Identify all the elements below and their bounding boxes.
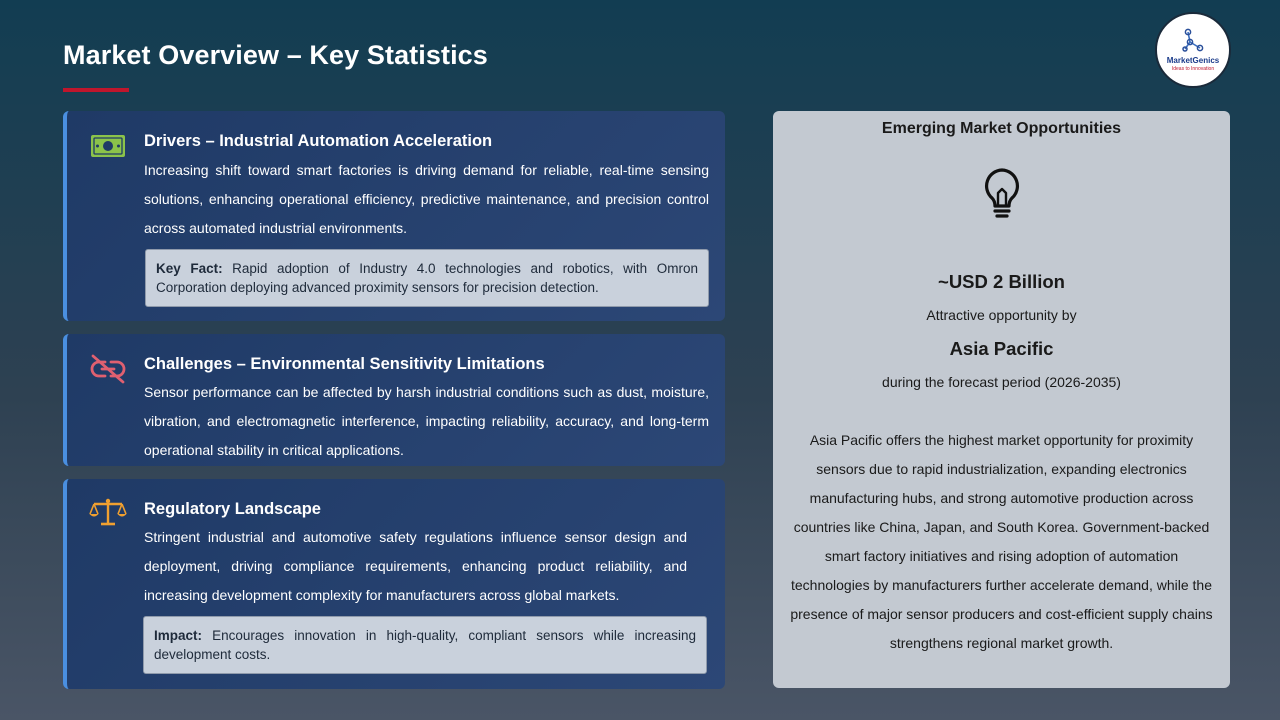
challenges-body: Sensor performance can be affected by harsh industrial conditions such as dust, moisture, vibration, and electromagnetic interference, impacting reliability, accuracy, and long-term operational stability in critical applications. (144, 384, 709, 458)
drivers-heading: Drivers – Industrial Automation Acceleration (144, 132, 493, 150)
network-logo-icon (1180, 28, 1206, 54)
page-title: Market Overview – Key Statistics (63, 40, 488, 70)
impact-callout (143, 616, 707, 674)
opportunity-description: Asia Pacific offers the highest market opportunity for proximity sensors due to rapid industrialization, expanding electronics manufacturing hubs, and strong automotive production across countries like China, Japan, and South Korea. Government-backed smart factory initiatives and rising adoption of automation technologies by manufacturers further accelerate demand, while the presence of major sensor producers and cost-efficient supply chains strengthens regional market growth. (790, 432, 1213, 651)
opportunity-value: ~USD 2 Billion (938, 271, 1065, 292)
lightbulb-icon (979, 167, 1025, 221)
opportunity-panel (773, 111, 1230, 688)
drivers-card (63, 111, 725, 321)
balance-scale-icon (89, 497, 127, 527)
logo-tagline: Ideas to Innovation (1171, 66, 1215, 72)
broken-link-icon (89, 354, 127, 384)
regulatory-card (63, 479, 725, 689)
logo-name: MarketGenics (1166, 56, 1220, 65)
opportunity-region: Asia Pacific (949, 338, 1054, 359)
opportunity-lead-text: Attractive opportunity by (926, 307, 1077, 323)
key-fact-text: Rapid adoption of Industry 4.0 technologies and robotics, with Omron Corporation deploying advanced proximity sensors for precision detection. (156, 261, 698, 295)
regulatory-heading: Regulatory Landscape (144, 500, 321, 518)
key-fact-callout (145, 249, 709, 307)
opportunity-title: Emerging Market Opportunities (881, 120, 1122, 137)
impact-text: Encourages innovation in high-quality, compliant sensors while increasing development costs. (154, 628, 696, 662)
money-bill-icon (89, 131, 127, 161)
challenges-card (63, 334, 725, 466)
key-fact-label: Key Fact: (156, 261, 223, 276)
drivers-body: Increasing shift toward smart factories is driving demand for reliable, real-time sensing solutions, enhancing operational efficiency, predictive maintenance, and precision control across automated industrial environments. (144, 162, 709, 236)
title-underline (63, 88, 129, 92)
forecast-period-text: during the forecast period (2026-2035) (882, 374, 1121, 390)
challenges-heading: Challenges – Environmental Sensitivity Limitations (144, 355, 545, 373)
impact-label: Impact: (154, 628, 203, 643)
regulatory-body: Stringent industrial and automotive safety regulations influence sensor design and deployment, driving compliance requirements, enhancing product reliability, and increasing development complexity for manufacturers across global markets. (144, 529, 687, 603)
company-logo (1155, 12, 1231, 88)
